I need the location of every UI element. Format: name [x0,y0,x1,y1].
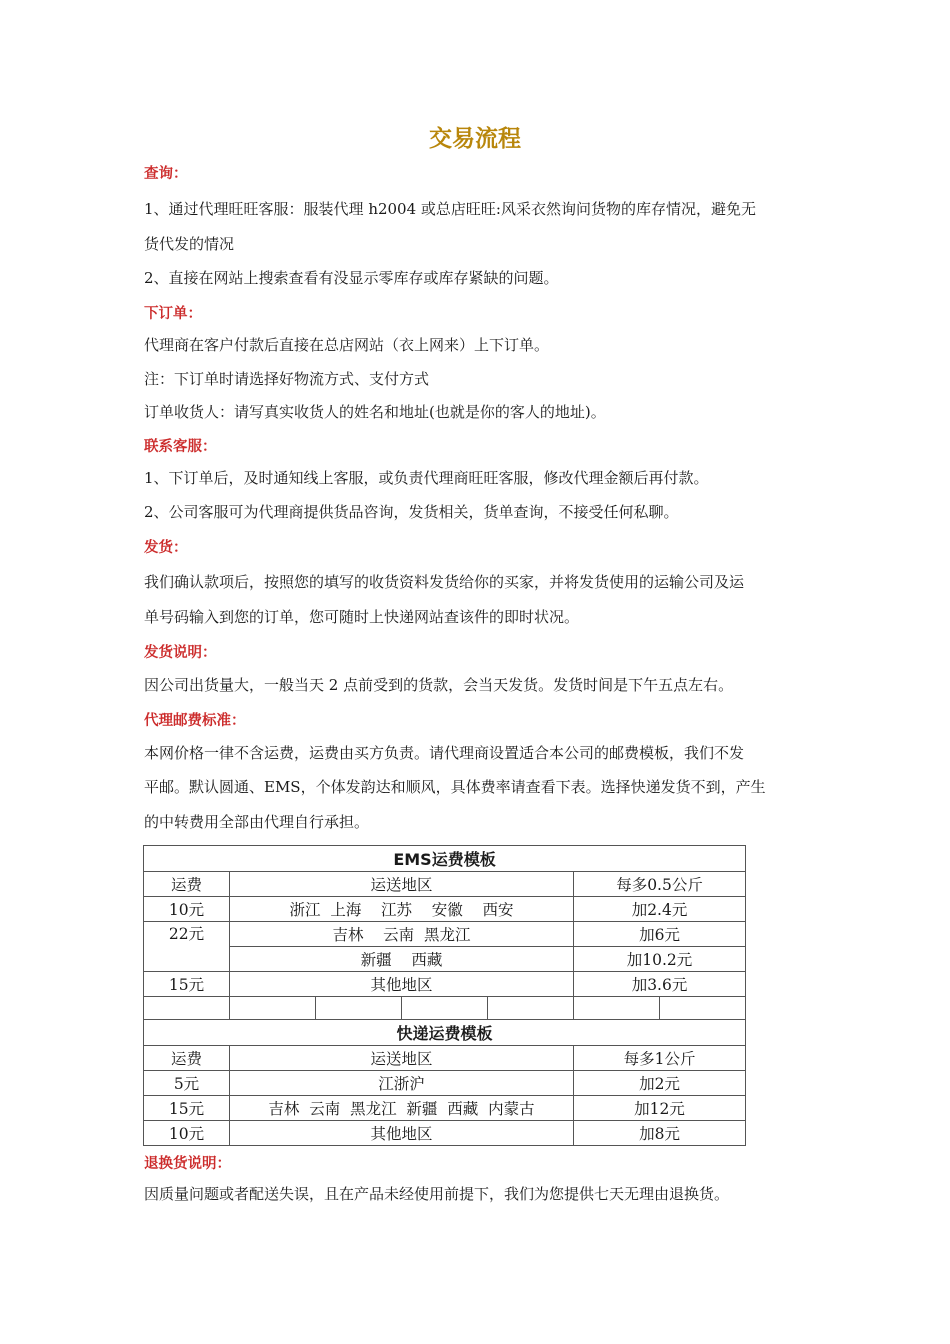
empty-table-row [144,997,746,1020]
ems-extra-cell: 加3.6元 [574,972,746,997]
ems-region-cell: 吉林 云南 黑龙江 [230,922,574,947]
contact-heading: 联系客服： [144,439,217,455]
express-region-cell: 江浙沪 [230,1071,574,1096]
empty-cell [488,997,574,1020]
express-table-title: 快递运费模板 [144,1020,746,1046]
table-row [144,1121,746,1146]
ems-fee-cell: 15元 [144,972,230,997]
empty-cell [660,997,746,1020]
returns-line-1: 因质量问题或者配送失误，且在产品未经使用前提下，我们为您提供七天无理由退换货。 [144,1185,730,1203]
contact-line-1: 1、下订单后，及时通知线上客服，或负责代理商旺旺客服，修改代理金额后再付款。 [144,469,709,487]
express-header-extra: 每多1公斤 [574,1046,746,1071]
express-region-cell: 其他地区 [230,1121,574,1146]
table-row [144,897,746,922]
empty-cell [402,997,488,1020]
query-line-2: 2、直接在网站上搜索查看有没显示零库存或库存紧缺的问题。 [144,269,559,287]
table-row [144,922,746,947]
contact-line-2: 2、公司客服可为代理商提供货品咨询，发货相关，货单查询，不接受任何私聊。 [144,503,679,521]
express-region-cell: 吉林 云南 黑龙江 新疆 西藏 内蒙古 [230,1096,574,1121]
returns-heading: 退换货说明： [144,1156,231,1172]
empty-cell [144,997,230,1020]
ems-table-title: EMS运费模板 [144,846,746,872]
empty-cell [230,997,316,1020]
ship-line-1a: 我们确认款项后，按照您的填写的收货资料发货给你的买家，并将发货使用的运输公司及运 [144,573,745,591]
ems-extra-cell: 加6元 [574,922,746,947]
postage-line-1c: 的中转费用全部由代理自行承担。 [144,813,370,831]
express-extra-cell: 加2元 [574,1071,746,1096]
query-heading: 查询： [144,166,188,182]
express-header-fee: 运费 [144,1046,230,1071]
query-line-1b: 货代发的情况 [144,235,235,253]
ship-heading: 发货： [144,540,188,556]
ems-header-extra: 每多0.5公斤 [574,872,746,897]
express-fee-cell: 10元 [144,1121,230,1146]
ship-line-1b: 单号码输入到您的订单，您可随时上快递网站查该件的即时状况。 [144,608,580,626]
table-row [144,947,746,972]
ship-note-heading: 发货说明： [144,645,217,661]
ems-fee-cell: 22元 [144,922,230,972]
express-extra-cell: 加8元 [574,1121,746,1146]
ems-header-fee: 运费 [144,872,230,897]
ems-fee-cell: 10元 [144,897,230,922]
ems-region-cell: 浙江 上海 江苏 安徽 西安 [230,897,574,922]
order-line-2: 注：下订单时请选择好物流方式、支付方式 [144,370,430,388]
table-row [144,972,746,997]
express-fee-cell: 5元 [144,1071,230,1096]
express-header-region: 运送地区 [230,1046,574,1071]
order-line-3: 订单收货人：请写真实收货人的姓名和地址(也就是你的客人的地址)。 [144,403,606,421]
query-line-1a: 1、通过代理旺旺客服：服装代理 h2004 或总店旺旺:风采衣然询问货物的库存情况，避免无 [144,200,756,218]
empty-cell [316,997,402,1020]
ems-header-region: 运送地区 [230,872,574,897]
order-heading: 下订单： [144,306,202,322]
ems-extra-cell: 加2.4元 [574,897,746,922]
postage-line-1b: 平邮。默认圆通、EMS，个体发韵达和顺风，具体费率请查看下表。选择快递发货不到，产生 [144,778,766,796]
page-title: 交易流程 [429,126,521,152]
express-fee-cell: 15元 [144,1096,230,1121]
ems-region-cell: 新疆 西藏 [230,947,574,972]
table-row [144,1096,746,1121]
table-row [144,1071,746,1096]
postage-line-1a: 本网价格一律不含运费，运费由买方负责。请代理商设置适合本公司的邮费模板，我们不发 [144,744,745,762]
ems-extra-cell: 加10.2元 [574,947,746,972]
empty-cell [574,997,660,1020]
postage-heading: 代理邮费标准： [144,713,246,729]
ems-region-cell: 其他地区 [230,972,574,997]
express-extra-cell: 加12元 [574,1096,746,1121]
ship-note-line-1: 因公司出货量大，一般当天 2 点前受到的货款，会当天发货。发货时间是下午五点左右。 [144,676,734,694]
order-line-1: 代理商在客户付款后直接在总店网站（衣上网来）上下订单。 [144,336,550,354]
postage-fee-table [143,845,746,1146]
